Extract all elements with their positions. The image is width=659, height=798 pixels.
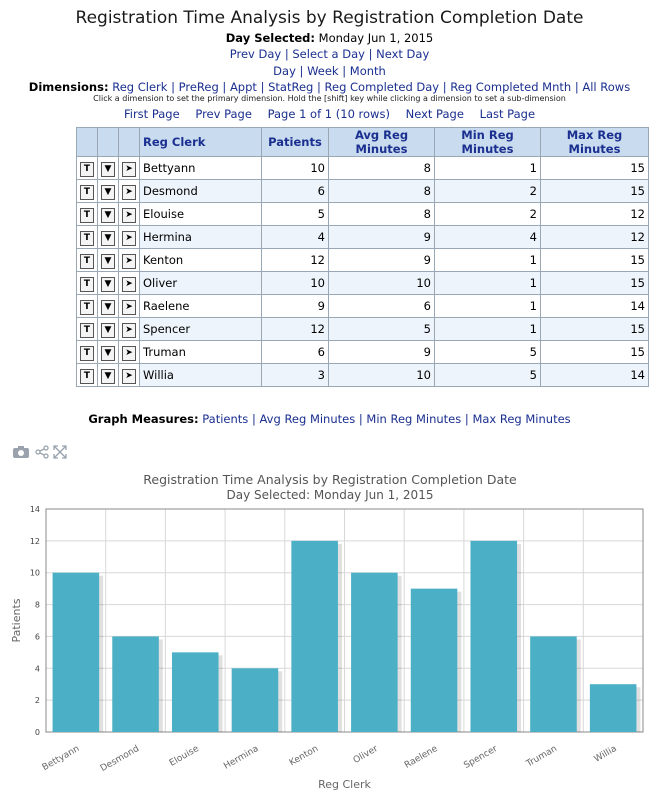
cell-reg-clerk[interactable]: Oliver <box>140 272 262 295</box>
drill-right-icon[interactable]: ➤ <box>122 208 136 223</box>
table-header-row <box>77 128 649 157</box>
next-day-link[interactable]: Next Day <box>376 47 430 61</box>
x-tick-label: Elouise <box>167 743 201 769</box>
drill-down-icon-cell <box>98 226 119 249</box>
chart-title: Registration Time Analysis by Registration Completion Date <box>143 472 517 487</box>
expand-icon[interactable] <box>54 446 66 458</box>
cell-max-reg-minutes: 12 <box>541 226 649 249</box>
top-icon-cell <box>77 180 98 203</box>
cell-max-reg-minutes: 15 <box>541 157 649 180</box>
cell-min-reg-minutes: 5 <box>435 364 541 387</box>
x-tick-label: Spencer <box>462 743 500 772</box>
cell-patients: 6 <box>262 180 329 203</box>
drill-down-icon[interactable]: ▼ <box>101 323 115 338</box>
cell-avg-reg-minutes: 9 <box>329 226 435 249</box>
x-tick-label: Hermina <box>222 743 261 772</box>
bar <box>530 636 577 732</box>
column-header-avg-reg-minutes[interactable]: Avg Reg Minutes <box>329 128 435 157</box>
top-icon-cell <box>77 295 98 318</box>
period-nav: Day | Week | Month <box>273 64 386 78</box>
drill-right-icon[interactable]: ➤ <box>122 300 136 315</box>
cell-reg-clerk[interactable]: Willia <box>140 364 262 387</box>
cell-max-reg-minutes: 12 <box>541 203 649 226</box>
cell-min-reg-minutes: 1 <box>435 295 541 318</box>
drill-right-icon-cell <box>119 180 140 203</box>
drill-right-icon[interactable]: ➤ <box>122 254 136 269</box>
chart-toolbar <box>12 444 74 464</box>
drill-down-icon[interactable]: ▼ <box>101 277 115 292</box>
cell-avg-reg-minutes: 5 <box>329 318 435 341</box>
dimensions-label: Dimensions: <box>28 80 109 94</box>
cell-reg-clerk[interactable]: Hermina <box>140 226 262 249</box>
measure-min-reg-minutes[interactable]: Min Reg Minutes <box>366 412 462 426</box>
drill-down-icon[interactable]: ▼ <box>101 346 115 361</box>
cell-reg-clerk[interactable]: Truman <box>140 341 262 364</box>
column-header-patients[interactable]: Patients <box>262 128 329 157</box>
drill-down-icon-cell <box>98 272 119 295</box>
drill-right-icon-cell <box>119 341 140 364</box>
cell-max-reg-minutes: 15 <box>541 180 649 203</box>
bar <box>411 589 458 732</box>
drill-down-icon-cell <box>98 341 119 364</box>
table-row <box>77 249 649 272</box>
drill-right-icon-cell <box>119 295 140 318</box>
cell-max-reg-minutes: 15 <box>541 318 649 341</box>
bar <box>172 652 219 732</box>
cell-min-reg-minutes: 1 <box>435 272 541 295</box>
x-tick-label: Oliver <box>351 743 380 766</box>
drill-down-icon[interactable]: ▼ <box>101 231 115 246</box>
cell-max-reg-minutes: 14 <box>541 364 649 387</box>
y-tick-label: 2 <box>34 696 40 706</box>
cell-avg-reg-minutes: 8 <box>329 180 435 203</box>
cell-patients: 9 <box>262 295 329 318</box>
table-row <box>77 226 649 249</box>
y-tick-label: 8 <box>34 600 40 610</box>
cell-reg-clerk[interactable]: Kenton <box>140 249 262 272</box>
table-row <box>77 295 649 318</box>
cell-min-reg-minutes: 1 <box>435 318 541 341</box>
drill-down-icon-cell <box>98 203 119 226</box>
data-table <box>76 127 649 387</box>
cell-max-reg-minutes: 15 <box>541 341 649 364</box>
table-row <box>77 272 649 295</box>
bar <box>590 684 637 732</box>
cell-patients: 6 <box>262 341 329 364</box>
drill-down-icon[interactable]: ▼ <box>101 300 115 315</box>
top-icon-cell <box>77 157 98 180</box>
top-icon[interactable]: T <box>80 300 94 315</box>
period-month-link[interactable]: Month <box>349 64 386 78</box>
cell-patients: 10 <box>262 272 329 295</box>
drill-right-icon[interactable]: ➤ <box>122 346 136 361</box>
top-icon[interactable]: T <box>80 162 94 177</box>
cell-patients: 10 <box>262 157 329 180</box>
y-tick-label: 6 <box>34 632 40 642</box>
column-header-reg-clerk[interactable]: Reg Clerk <box>140 128 262 157</box>
x-tick-label: Kenton <box>287 743 321 769</box>
drill-right-icon-cell <box>119 203 140 226</box>
drill-down-icon-cell <box>98 318 119 341</box>
select-day-link[interactable]: Select a Day <box>292 47 365 61</box>
drill-down-icon[interactable]: ▼ <box>101 254 115 269</box>
next-page-link[interactable]: Next Page <box>405 107 464 121</box>
table-row <box>77 203 649 226</box>
header-blank <box>119 128 140 157</box>
top-icon[interactable]: T <box>80 323 94 338</box>
bar-chart <box>0 466 659 796</box>
cell-reg-clerk[interactable]: Raelene <box>140 295 262 318</box>
day-selected-value: Monday Jun 1, 2015 <box>318 31 434 45</box>
cell-min-reg-minutes: 2 <box>435 203 541 226</box>
chart-subtitle: Day Selected: Monday Jun 1, 2015 <box>226 488 434 502</box>
drill-down-icon-cell <box>98 157 119 180</box>
top-icon-cell <box>77 364 98 387</box>
cell-reg-clerk[interactable]: Bettyann <box>140 157 262 180</box>
table-row <box>77 341 649 364</box>
top-icon-cell <box>77 272 98 295</box>
period-week-link[interactable]: Week <box>307 64 339 78</box>
y-tick-label: 0 <box>34 728 40 737</box>
y-tick-label: 14 <box>29 505 40 514</box>
cell-avg-reg-minutes: 9 <box>329 249 435 272</box>
period-day-link[interactable]: Day <box>273 64 296 78</box>
x-axis-title: Reg Clerk <box>318 778 371 791</box>
day-selected-label: Day Selected: <box>225 31 315 45</box>
drill-right-icon-cell <box>119 318 140 341</box>
drill-down-icon[interactable]: ▼ <box>101 208 115 223</box>
column-header-max-reg-minutes[interactable]: Max Reg Minutes <box>541 128 649 157</box>
cell-max-reg-minutes: 14 <box>541 295 649 318</box>
header-blank <box>77 128 98 157</box>
drill-right-icon-cell <box>119 364 140 387</box>
table-row <box>77 318 649 341</box>
drill-right-icon-cell <box>119 157 140 180</box>
drill-down-icon-cell <box>98 364 119 387</box>
bar <box>112 636 159 732</box>
prev-day-link[interactable]: Prev Day <box>229 47 282 61</box>
drill-down-icon[interactable]: ▼ <box>101 369 115 384</box>
drill-right-icon[interactable]: ➤ <box>122 277 136 292</box>
cell-avg-reg-minutes: 9 <box>329 341 435 364</box>
x-tick-label: Raelene <box>403 743 440 771</box>
x-tick-label: Willia <box>592 743 619 765</box>
drill-right-icon-cell <box>119 226 140 249</box>
cell-reg-clerk[interactable]: Elouise <box>140 203 262 226</box>
drill-right-icon-cell <box>119 272 140 295</box>
drill-down-icon[interactable]: ▼ <box>101 185 115 200</box>
cell-avg-reg-minutes: 8 <box>329 203 435 226</box>
cell-avg-reg-minutes: 6 <box>329 295 435 318</box>
top-icon[interactable]: T <box>80 208 94 223</box>
bar <box>232 668 279 732</box>
top-icon[interactable]: T <box>80 369 94 384</box>
prev-page-link[interactable]: Prev Page <box>195 107 252 121</box>
cell-reg-clerk[interactable]: Desmond <box>140 180 262 203</box>
bar <box>291 541 338 732</box>
bar <box>351 573 398 732</box>
cell-patients: 12 <box>262 318 329 341</box>
cell-min-reg-minutes: 4 <box>435 226 541 249</box>
y-tick-label: 10 <box>29 568 40 578</box>
drill-right-icon[interactable]: ➤ <box>122 162 136 177</box>
drill-down-icon-cell <box>98 295 119 318</box>
cell-min-reg-minutes: 1 <box>435 157 541 180</box>
cell-max-reg-minutes: 15 <box>541 272 649 295</box>
top-icon[interactable]: T <box>80 231 94 246</box>
bar <box>470 541 517 732</box>
x-tick-label: Truman <box>524 743 559 770</box>
table-row <box>77 157 649 180</box>
table-row <box>77 180 649 203</box>
top-icon-cell <box>77 203 98 226</box>
cell-patients: 4 <box>262 226 329 249</box>
cell-max-reg-minutes: 15 <box>541 249 649 272</box>
y-tick-label: 12 <box>29 536 40 546</box>
drill-right-icon[interactable]: ➤ <box>122 231 136 246</box>
dimension-statreg[interactable]: StatReg <box>268 80 314 94</box>
drill-down-icon-cell <box>98 249 119 272</box>
cell-avg-reg-minutes: 10 <box>329 272 435 295</box>
top-icon-cell <box>77 341 98 364</box>
dimension-prereg[interactable]: PreReg <box>178 80 219 94</box>
header-blank <box>98 128 119 157</box>
cell-min-reg-minutes: 2 <box>435 180 541 203</box>
camera-icon[interactable] <box>13 446 29 458</box>
top-icon-cell <box>77 249 98 272</box>
dimension-reg-completed-day[interactable]: Reg Completed Day <box>324 80 440 94</box>
dimension-all-rows[interactable]: All Rows <box>582 80 631 94</box>
measure-patients[interactable]: Patients <box>202 412 249 426</box>
bar <box>53 573 100 732</box>
cell-patients: 12 <box>262 249 329 272</box>
y-axis-title: Patients <box>10 598 23 643</box>
cell-patients: 3 <box>262 364 329 387</box>
cell-min-reg-minutes: 1 <box>435 249 541 272</box>
top-icon-cell <box>77 318 98 341</box>
pager <box>0 107 659 121</box>
measure-max-reg-minutes[interactable]: Max Reg Minutes <box>472 412 571 426</box>
column-header-min-reg-minutes[interactable]: Min Reg Minutes <box>435 128 541 157</box>
drill-down-icon[interactable]: ▼ <box>101 162 115 177</box>
table-row <box>77 364 649 387</box>
graph-measures-label: Graph Measures: <box>88 412 199 426</box>
day-nav: Prev Day | Select a Day | Next Day <box>229 47 430 61</box>
x-tick-label: Bettyann <box>40 743 82 774</box>
page-info: Page 1 of 1 (10 rows) <box>267 107 390 121</box>
cell-avg-reg-minutes: 10 <box>329 364 435 387</box>
first-page-link[interactable]: First Page <box>123 107 180 121</box>
drill-right-icon-cell <box>119 249 140 272</box>
top-icon-cell <box>77 226 98 249</box>
dimension-reg-clerk[interactable]: Reg Clerk <box>112 80 168 94</box>
dimensions-bar: Dimensions: Reg Clerk | PreReg | Appt | StatReg | Reg Completed Day | Reg Completed Mnth | All Rows <box>28 80 631 94</box>
dimensions-hint: Click a dimension to set the primary dimension. Hold the [shift] key while clicking a dimension to set a sub-dimension <box>93 94 566 103</box>
x-tick-label: Desmond <box>98 743 142 775</box>
top-icon[interactable]: T <box>80 346 94 361</box>
drill-right-icon[interactable]: ➤ <box>122 369 136 384</box>
cell-min-reg-minutes: 5 <box>435 341 541 364</box>
last-page-link[interactable]: Last Page <box>479 107 536 121</box>
cell-patients: 5 <box>262 203 329 226</box>
top-icon[interactable]: T <box>80 185 94 200</box>
drill-right-icon[interactable]: ➤ <box>122 185 136 200</box>
top-icon[interactable]: T <box>80 277 94 292</box>
drill-down-icon-cell <box>98 180 119 203</box>
cell-avg-reg-minutes: 8 <box>329 157 435 180</box>
page-title: Registration Time Analysis by Registration Completion Date <box>75 8 584 28</box>
top-icon[interactable]: T <box>80 254 94 269</box>
measure-avg-reg-minutes[interactable]: Avg Reg Minutes <box>259 412 356 426</box>
y-tick-label: 4 <box>34 664 40 674</box>
share-icon[interactable] <box>36 446 48 458</box>
graph-measures-bar: Graph Measures: Patients | Avg Reg Minutes | Min Reg Minutes | Max Reg Minutes <box>88 412 571 426</box>
dimension-appt[interactable]: Appt <box>229 80 257 94</box>
cell-reg-clerk[interactable]: Spencer <box>140 318 262 341</box>
dimension-reg-completed-mnth[interactable]: Reg Completed Mnth <box>450 80 572 94</box>
day-selected-line <box>0 31 659 45</box>
drill-right-icon[interactable]: ➤ <box>122 323 136 338</box>
